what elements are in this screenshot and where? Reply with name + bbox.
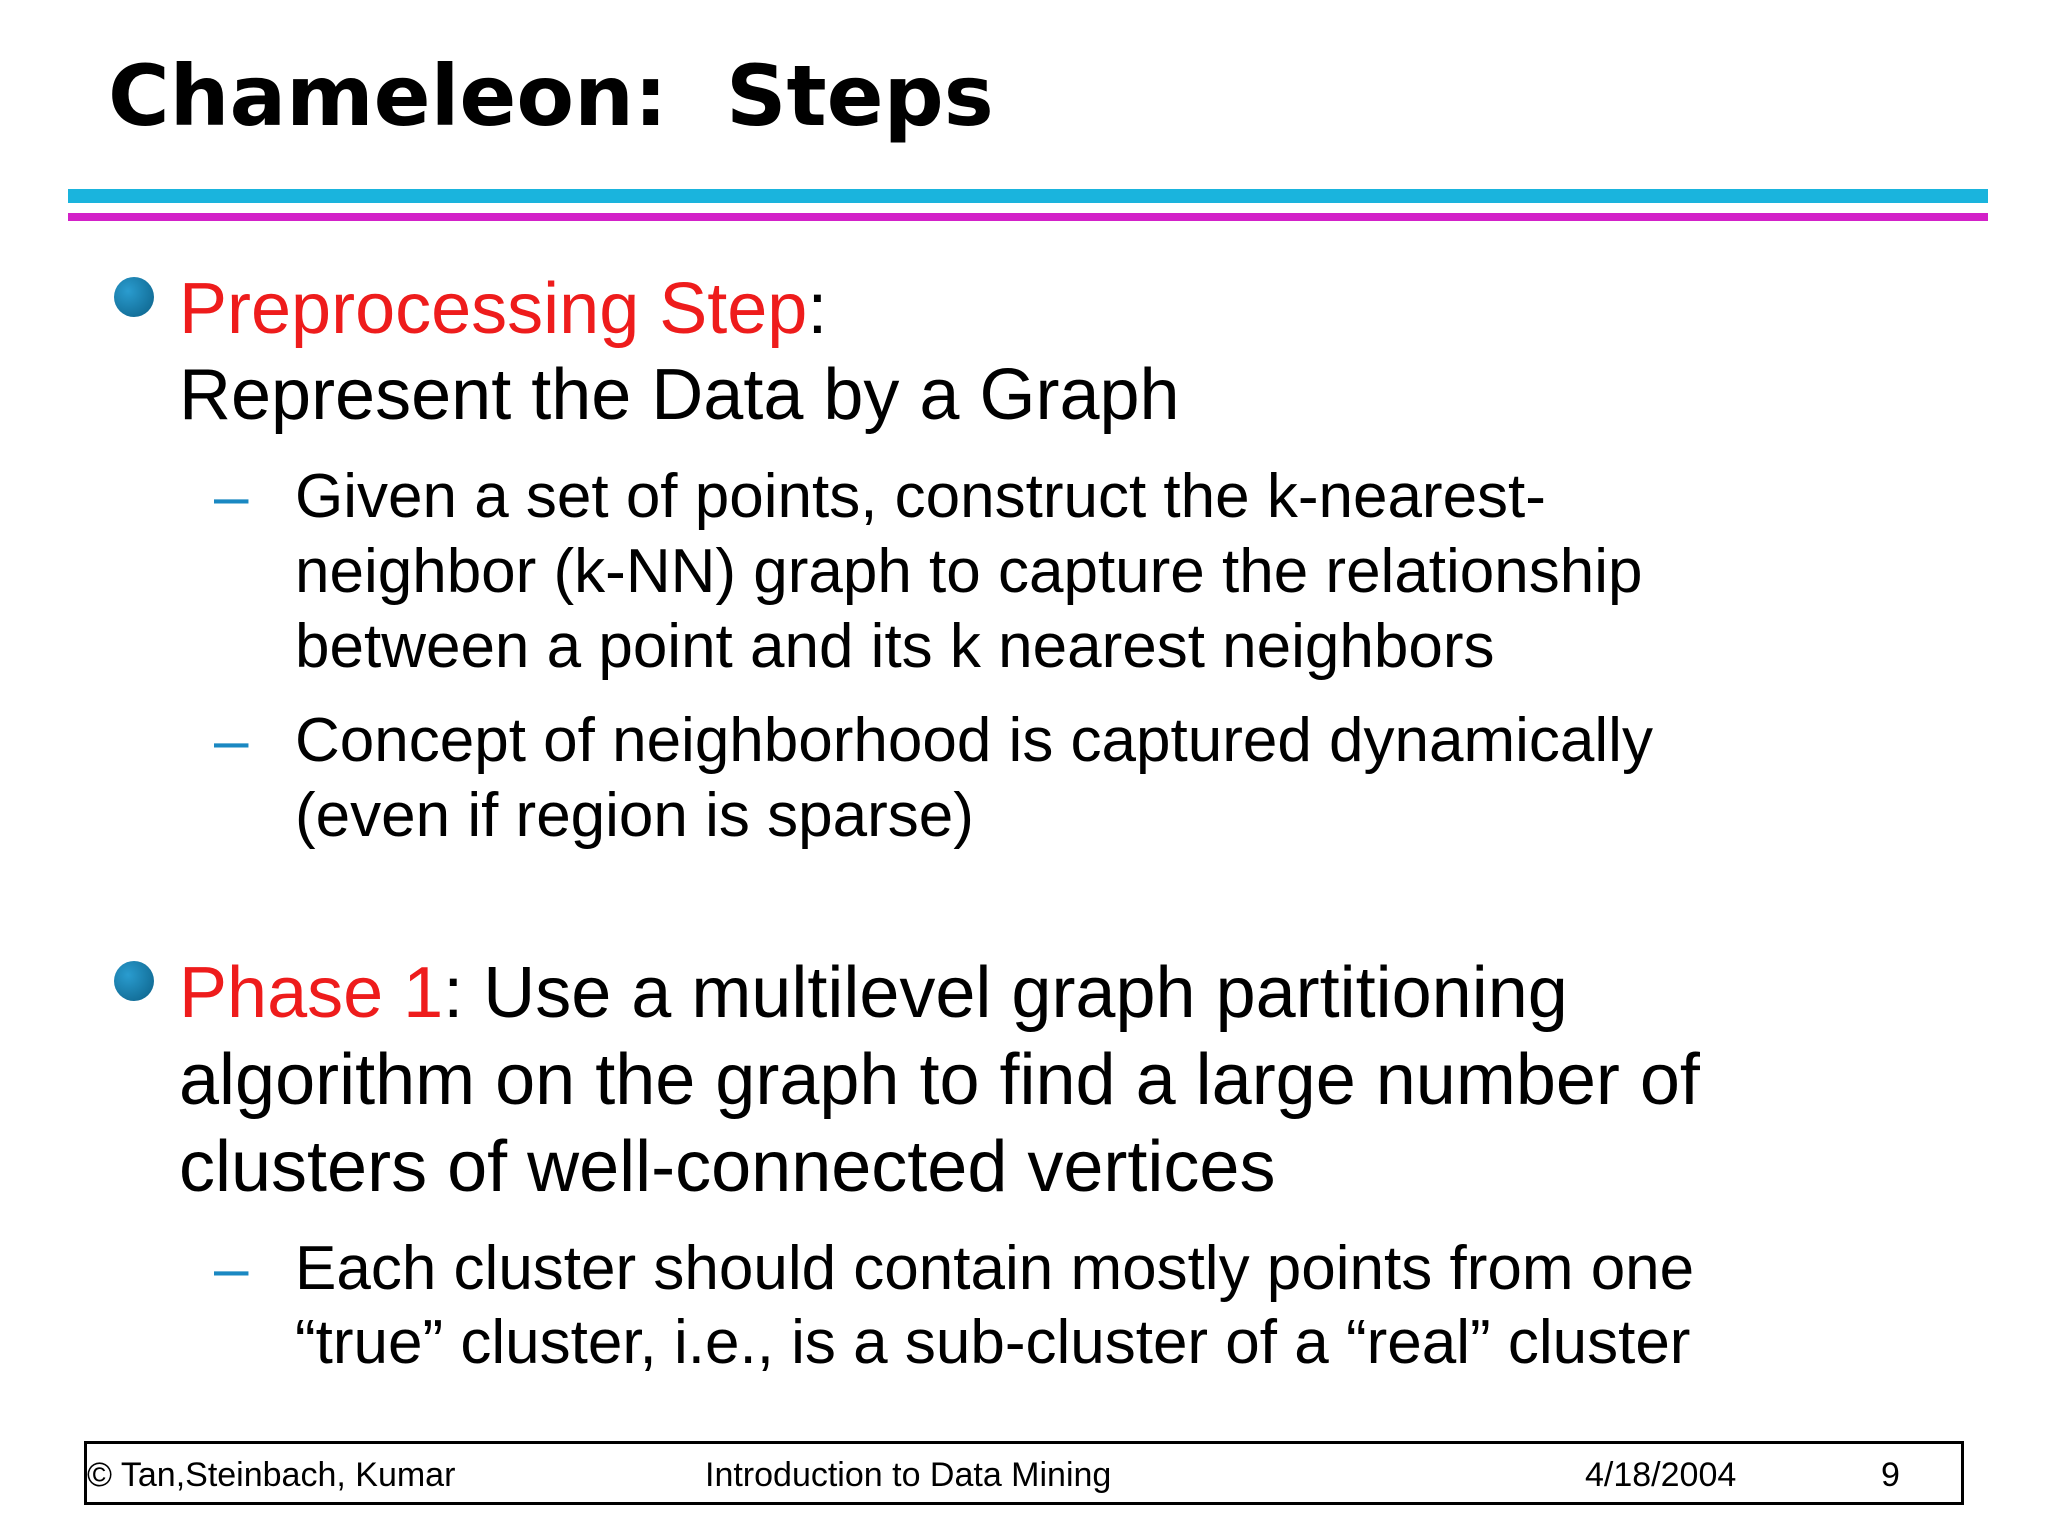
sub-bullet-line: between a point and its k nearest neighbors [295,612,1495,681]
footer-course: Introduction to Data Mining [705,1456,1112,1494]
sub-bullet-line: “true” cluster, i.e., is a sub-cluster of a “real” cluster [295,1308,1691,1377]
bullet-2-heading [179,950,1568,1036]
bullet-2-line: algorithm on the graph to find a large number of [179,1040,1700,1120]
bullet-2-first-line: Use a multilevel graph partitioning [463,953,1568,1033]
sub-bullet-dash: – [214,462,249,531]
bullet-1-line: Represent the Data by a Graph [179,355,1180,435]
slide-footer [84,1441,1964,1505]
title-rule-cyan [68,189,1988,203]
sub-bullet-dash: – [214,1234,249,1303]
bullet-1-separator: : [807,269,828,349]
title-rule-magenta [68,213,1988,221]
sub-bullet-line: Concept of neighborhood is captured dynamically [295,706,1653,775]
sub-bullet-line: Given a set of points, construct the k-nearest- [295,462,1546,531]
sub-bullet-line: Each cluster should contain mostly points from one [295,1234,1695,1303]
footer-date: 4/18/2004 [1585,1456,1737,1494]
bullet-1-label: Preprocessing Step [179,269,808,349]
footer-copyright: © Tan,Steinbach, Kumar [87,1456,456,1494]
bullet-dot [114,277,154,317]
sub-bullet-line: neighbor (k-NN) graph to capture the relationship [295,537,1643,606]
slide-title: Chameleon: Steps [108,47,994,145]
bullet-2-line: clusters of well-connected vertices [179,1127,1276,1207]
bullet-2-label: Phase 1 [179,953,444,1033]
sub-bullet-line: (even if region is sparse) [295,781,974,850]
bullet-2-separator: : [443,953,464,1033]
sub-bullet-dash: – [214,706,249,775]
bullet-1-heading [179,266,827,352]
bullet-dot [114,961,154,1001]
footer-page-number: 9 [1881,1456,1900,1494]
